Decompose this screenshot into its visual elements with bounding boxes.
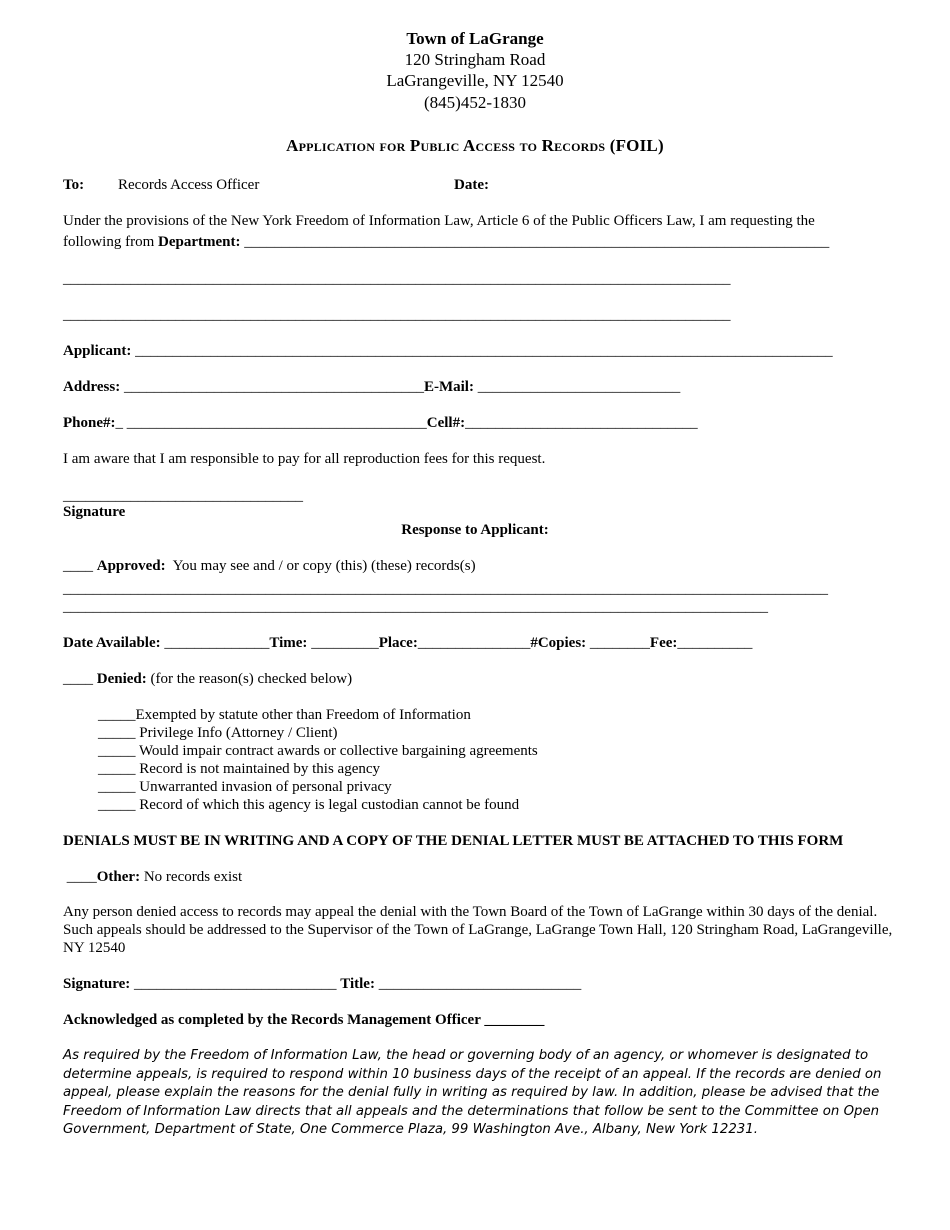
address-row [63, 378, 680, 396]
denial-reason-1[interactable]: _____Exempted by statute other than Freedom of Information [98, 707, 471, 723]
footer-note: As required by the Freedom of Information Law, the head or governing body of an agency, or whomever is designated to determine appeals, is required to respond within 10 business days of the receipt of an appeal. If the records are denied on appeal, please explain the reasons for the denial fully in writing as required by law. In addition, please be advised that the Freedom of Information Law directs that all appeals and the determinations that follow be sent to the Committee on Open Government, Department of State, One Commerce Plaza, 99 Washington Ave., Albany, New York 12231. [63, 1048, 882, 1137]
phone-field[interactable]: _ ________________________________________ [115, 415, 427, 431]
town-city: LaGrangeville, NY 12540 [386, 71, 564, 90]
other-row [63, 868, 242, 886]
signature-label: Signature [63, 504, 126, 520]
intro-text: Under the provisions of the New York Freedom of Information Law, Article 6 of the Public Officers Law, I am requesting the [63, 213, 815, 229]
time-label: Time: [269, 635, 308, 651]
fees-statement: I am aware that I am responsible to pay for all reproduction fees for this request. [63, 451, 546, 467]
denied-checkbox[interactable]: ____ [63, 671, 97, 687]
fee-field[interactable]: __________ [677, 635, 753, 651]
approved-label: Approved: [96, 558, 166, 574]
title-label: Title: [340, 976, 375, 992]
applicant-row [63, 342, 833, 360]
denied-label: Denied: [96, 671, 147, 687]
place-label: Place: [378, 635, 418, 651]
email-field[interactable]: ___________________________ [473, 379, 681, 395]
other-label: Other: [96, 869, 141, 885]
signature2-field[interactable]: ___________________________ [130, 976, 341, 992]
date-available-field[interactable]: ______________ [160, 635, 270, 651]
response-heading: Response to Applicant: [401, 522, 549, 538]
town-phone: (845)452-1830 [424, 93, 526, 112]
approved-line-1[interactable]: ______________________________________________________________________________________________________ [63, 581, 828, 597]
approved-checkbox[interactable]: ____ [63, 558, 97, 574]
date-label: Date: [454, 177, 489, 193]
form-title: Application for Public Access to Records (FOIL) [286, 136, 664, 155]
denial-reason-6[interactable]: _____ Record of which this agency is legal custodian cannot be found [98, 797, 520, 813]
approved-row [63, 557, 476, 575]
town-name: Town of LaGrange [406, 29, 544, 48]
date-available-label: Date Available: [63, 635, 161, 651]
applicant-label: Applicant: [63, 343, 132, 359]
title-field[interactable]: ___________________________ [374, 976, 582, 992]
copies-label: #Copies: [530, 635, 587, 651]
signature2-label: Signature: [63, 976, 131, 992]
appeal-paragraph: Any person denied access to records may appeal the denial with the Town Board of the Town of LaGrange within 30 days of the denial. Such appeals should be addressed to the Supervisor of the Town of LaGrange, LaGrange Town Hall, 120 Stringham Road, LaGrangeville, NY 12540 [63, 904, 893, 956]
denial-reason-4[interactable]: _____ Record is not maintained by this agency [98, 761, 381, 777]
availability-row [63, 634, 752, 652]
approved-text: You may see and / or copy (this) (these) records(s) [165, 558, 476, 574]
to-label: To: [63, 177, 85, 193]
cell-field[interactable]: _______________________________ [465, 415, 698, 431]
address-label: Address: [63, 379, 121, 395]
applicant-field[interactable]: _____________________________________________________________________________________________ [131, 343, 833, 359]
fee-label: Fee: [649, 635, 678, 651]
other-checkbox[interactable]: ____ [63, 869, 97, 885]
department-line[interactable]: ______________________________________________________________________________ [244, 234, 830, 250]
town-street: 120 Stringham Road [404, 50, 546, 69]
approved-line-2[interactable]: ______________________________________________________________________________________________ [63, 599, 768, 615]
signature-line[interactable]: ________________________________ [63, 488, 303, 504]
phone-label: Phone#: [63, 415, 116, 431]
other-text: No records exist [140, 869, 243, 885]
signature-title-row [63, 975, 581, 993]
request-line-1[interactable]: _________________________________________________________________________________________ [63, 271, 731, 287]
denials-notice: DENIALS MUST BE IN WRITING AND A COPY OF THE DENIAL LETTER MUST BE ATTACHED TO THIS FORM [63, 833, 844, 849]
phone-row [63, 414, 698, 432]
cell-label: Cell#: [426, 415, 466, 431]
copies-field[interactable]: ________ [586, 635, 650, 651]
denial-reason-3[interactable]: _____ Would impair contract awards or collective bargaining agreements [98, 743, 538, 759]
email-label: E-Mail: [423, 379, 474, 395]
department-label: Department: [158, 234, 241, 250]
acknowledged-line: Acknowledged as completed by the Records Management Officer ________ [63, 1012, 545, 1028]
denial-reason-2[interactable]: _____ Privilege Info (Attorney / Client) [98, 725, 338, 741]
denied-row [63, 670, 352, 688]
time-field[interactable]: _________ [307, 635, 379, 651]
request-line-2[interactable]: _________________________________________________________________________________________ [63, 307, 731, 323]
intro-following: following from [63, 234, 158, 250]
place-field[interactable]: _______________ [417, 635, 531, 651]
address-field[interactable]: ________________________________________ [120, 379, 424, 395]
department-row [63, 233, 829, 251]
denial-reason-5[interactable]: _____ Unwarranted invasion of personal privacy [98, 779, 392, 795]
to-value: Records Access Officer [118, 177, 260, 193]
denied-text: (for the reason(s) checked below) [146, 671, 353, 687]
